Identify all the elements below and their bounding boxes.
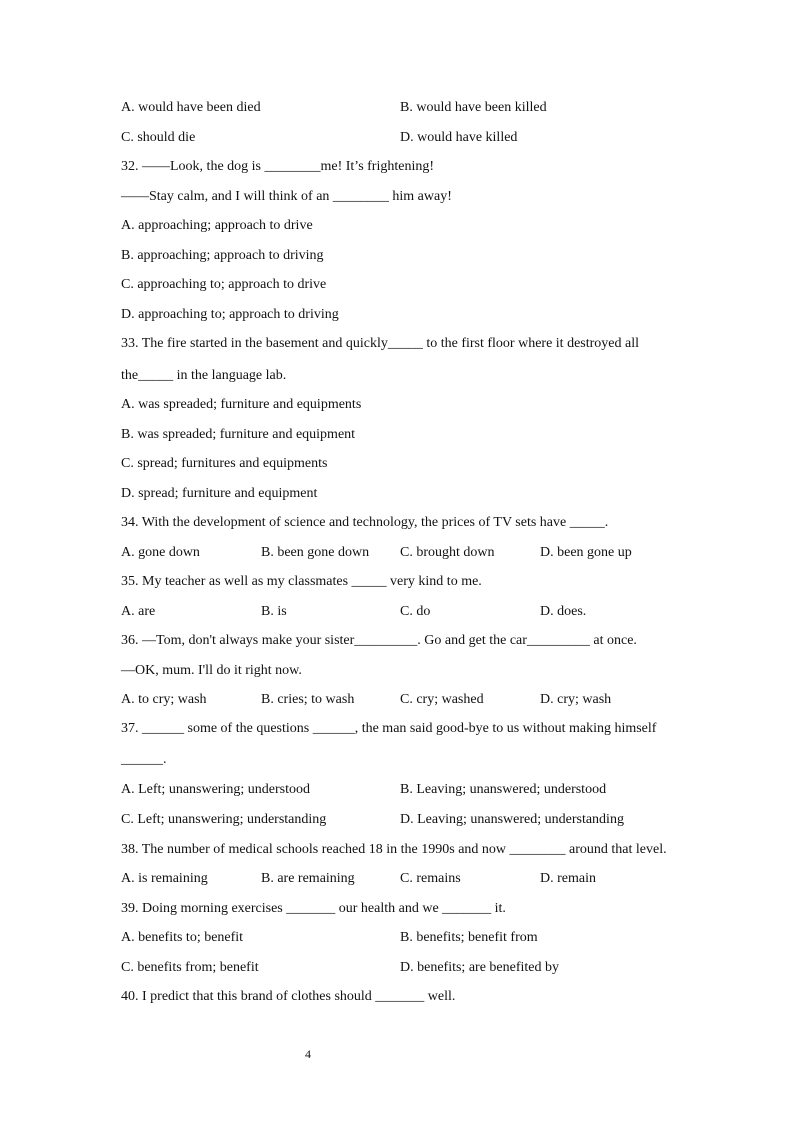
q32-option-c: C. approaching to; approach to drive	[121, 277, 327, 292]
q32-option-b: B. approaching; approach to driving	[121, 248, 324, 263]
q36-option-a: A. to cry; wash	[121, 692, 207, 707]
q40-stem: 40. I predict that this brand of clothes should _______ well.	[121, 989, 456, 1004]
q32-stem: 32. ——Look, the dog is ________me! It’s frightening!	[121, 159, 435, 174]
q38-option-b: B. are remaining	[261, 871, 355, 886]
q32-stem-2: ——Stay calm, and I will think of an ________ him away!	[121, 189, 452, 204]
q36-option-b: B. cries; to wash	[261, 692, 355, 707]
q31-option-b: B. would have been killed	[400, 100, 547, 115]
q37-option-d: D. Leaving; unanswered; understanding	[400, 812, 624, 827]
q37-stem-2: ______.	[121, 752, 167, 767]
q39-option-a: A. benefits to; benefit	[121, 930, 244, 945]
q34-option-c: C. brought down	[400, 545, 495, 560]
q35-stem: 35. My teacher as well as my classmates _____ very kind to me.	[121, 574, 482, 589]
q39-stem: 39. Doing morning exercises _______ our health and we _______ it.	[121, 901, 506, 916]
q33-option-d: D. spread; furniture and equipment	[121, 486, 318, 501]
q36-stem: 36. —Tom, don't always make your sister_________. Go and get the car_________ at once.	[121, 633, 637, 648]
q36-option-d: D. cry; wash	[540, 692, 612, 707]
q35-option-d: D. does.	[540, 604, 587, 619]
q34-stem: 34. With the development of science and technology, the prices of TV sets have _____.	[121, 515, 609, 530]
q35-option-b: B. is	[261, 604, 287, 619]
q36-stem-2: —OK, mum. I'll do it right now.	[121, 663, 302, 678]
q39-option-d: D. benefits; are benefited by	[400, 960, 559, 975]
q32-option-a: A. approaching; approach to drive	[121, 218, 313, 233]
q33-stem-2: the_____ in the language lab.	[121, 368, 287, 383]
q32-option-d: D. approaching to; approach to driving	[121, 307, 339, 322]
page-number: 4	[305, 1047, 311, 1061]
q33-option-c: C. spread; furnitures and equipments	[121, 456, 328, 471]
q39-option-c: C. benefits from; benefit	[121, 960, 259, 975]
q31-option-d: D. would have killed	[400, 130, 518, 145]
q34-option-b: B. been gone down	[261, 545, 370, 560]
q38-option-d: D. remain	[540, 871, 596, 886]
q31-option-a: A. would have been died	[121, 100, 261, 115]
q39-option-b: B. benefits; benefit from	[400, 930, 538, 945]
q38-option-a: A. is remaining	[121, 871, 208, 886]
q38-stem: 38. The number of medical schools reached 18 in the 1990s and now ________ around that level.	[121, 842, 667, 857]
q36-option-c: C. cry; washed	[400, 692, 484, 707]
q33-option-a: A. was spreaded; furniture and equipments	[121, 397, 362, 412]
q33-stem: 33. The fire started in the basement and quickly_____ to the first floor where it destroyed all	[121, 336, 639, 351]
q33-option-b: B. was spreaded; furniture and equipment	[121, 427, 356, 442]
q38-option-c: C. remains	[400, 871, 461, 886]
q35-option-a: A. are	[121, 604, 156, 619]
q37-option-a: A. Left; unanswering; understood	[121, 782, 310, 797]
q37-stem: 37. ______ some of the questions ______, the man said good-bye to us without making himself	[121, 721, 657, 736]
q34-option-a: A. gone down	[121, 545, 200, 560]
q37-option-c: C. Left; unanswering; understanding	[121, 812, 327, 827]
q31-option-c: C. should die	[121, 130, 196, 145]
q35-option-c: C. do	[400, 604, 431, 619]
q34-option-d: D. been gone up	[540, 545, 632, 560]
q37-option-b: B. Leaving; unanswered; understood	[400, 782, 607, 797]
